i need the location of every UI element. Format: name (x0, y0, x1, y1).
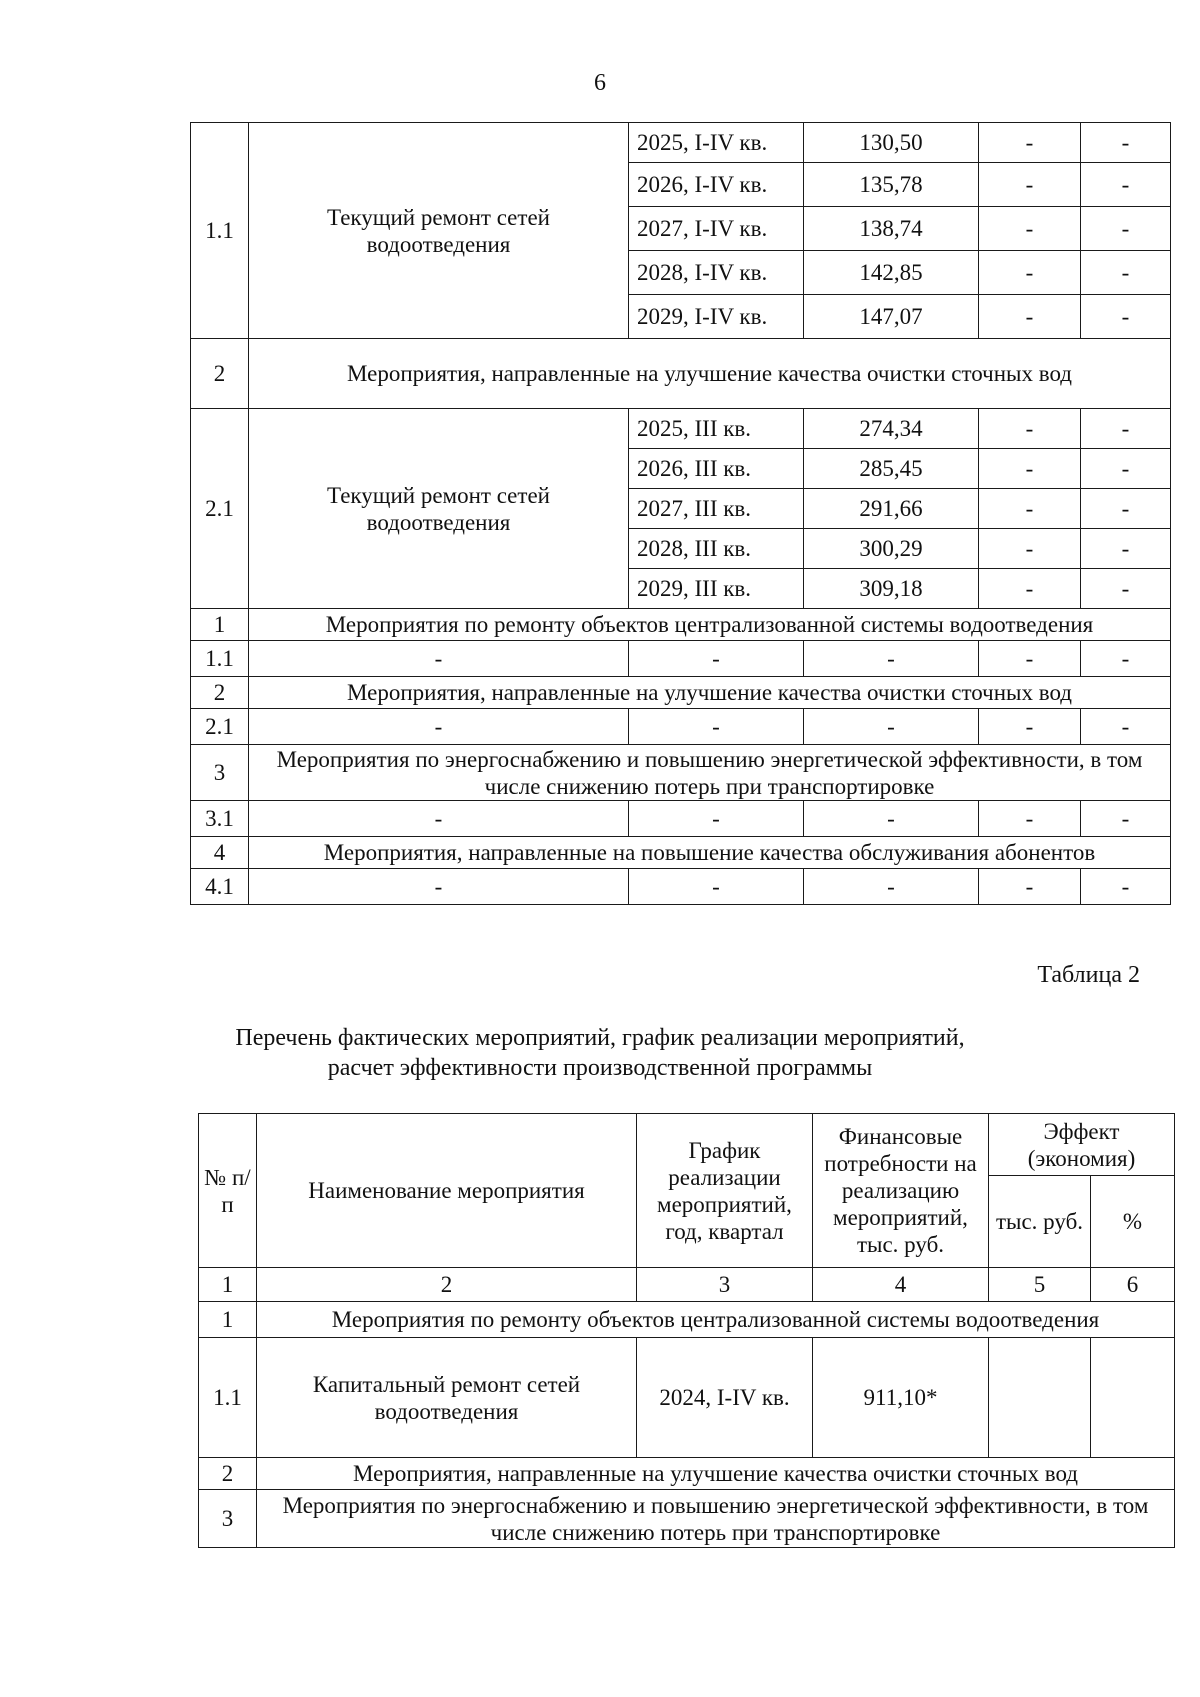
row-period: 2028, I-IV кв. (629, 251, 804, 295)
col-number: 1 (199, 1268, 257, 1302)
section-num: 1 (199, 1302, 257, 1338)
col-number: 5 (989, 1268, 1091, 1302)
row-effect-rub: - (979, 251, 1081, 295)
dash-cell: - (249, 709, 629, 745)
section-row (191, 609, 1171, 641)
dash-cell: - (1081, 869, 1171, 905)
row-schedule: 2024, I-IV кв. (637, 1338, 813, 1458)
row-effect-pct: - (1081, 449, 1171, 489)
row-num: 1.1 (199, 1338, 257, 1458)
row-period: 2025, I-IV кв. (629, 123, 804, 163)
table-row (191, 801, 1171, 837)
row-effect-rub: - (979, 163, 1081, 207)
row-period: 2027, I-IV кв. (629, 207, 804, 251)
row-value: 285,45 (804, 449, 979, 489)
section-row (199, 1302, 1175, 1338)
table-2-caption: Таблица 2 (1037, 962, 1140, 988)
row-period: 2027, III кв. (629, 489, 804, 529)
header-effect-pct: % (1091, 1176, 1175, 1268)
row-value: 130,50 (804, 123, 979, 163)
row-name: Текущий ремонт сетей водоотведения (249, 409, 629, 609)
table-row (191, 869, 1171, 905)
row-num: 1.1 (191, 641, 249, 677)
section-title: Мероприятия по ремонту объектов централизованной системы водоотведения (249, 609, 1171, 641)
col-number: 6 (1091, 1268, 1175, 1302)
header-effect: Эффект (экономия) (989, 1114, 1175, 1176)
row-effect-pct: - (1081, 409, 1171, 449)
row-value: 291,66 (804, 489, 979, 529)
section-row (199, 1490, 1175, 1548)
section-title: Мероприятия по энергоснабжению и повышению энергетической эффективности, в том числе снижению потерь при транспортировке (257, 1490, 1175, 1548)
row-effect-rub: - (979, 489, 1081, 529)
section-row (191, 339, 1171, 409)
section-title: Мероприятия, направленные на улучшение качества очистки сточных вод (257, 1458, 1175, 1490)
row-effect-pct: - (1081, 569, 1171, 609)
section-title: Мероприятия по ремонту объектов централизованной системы водоотведения (257, 1302, 1175, 1338)
row-effect-pct: - (1081, 123, 1171, 163)
column-number-row (199, 1268, 1175, 1302)
header-schedule: График реализации мероприятий, год, квартал (637, 1114, 813, 1268)
row-effect-pct: - (1081, 251, 1171, 295)
dash-cell: - (979, 641, 1081, 677)
header-effect-rub: тыс. руб. (989, 1176, 1091, 1268)
row-period: 2026, I-IV кв. (629, 163, 804, 207)
dash-cell: - (1081, 641, 1171, 677)
section-num: 3 (199, 1490, 257, 1548)
row-value: 135,78 (804, 163, 979, 207)
section-title: Мероприятия по энергоснабжению и повышению энергетической эффективности, в том числе снижению потерь при транспортировке (249, 745, 1171, 801)
col-number: 4 (813, 1268, 989, 1302)
row-num: 3.1 (191, 801, 249, 837)
table-row (191, 709, 1171, 745)
row-period: 2025, III кв. (629, 409, 804, 449)
header-num: № п/ п (199, 1114, 257, 1268)
row-effect-pct: - (1081, 207, 1171, 251)
row-num: 2.1 (191, 409, 249, 609)
table-2-title: Перечень фактических мероприятий, график реализации мероприятий, расчет эффективности производственной программы (235, 1025, 965, 1081)
dash-cell: - (249, 869, 629, 905)
row-effect-rub: - (979, 449, 1081, 489)
table-header-row (199, 1114, 1175, 1176)
row-effect-pct: - (1081, 295, 1171, 339)
row-period: 2028, III кв. (629, 529, 804, 569)
dash-cell: - (979, 709, 1081, 745)
dash-cell: - (804, 641, 979, 677)
row-effect-pct (1091, 1338, 1175, 1458)
row-effect-rub: - (979, 207, 1081, 251)
section-title: Мероприятия, направленные на улучшение качества очистки сточных вод (249, 339, 1171, 409)
row-effect-rub: - (979, 295, 1081, 339)
section-num: 4 (191, 837, 249, 869)
section-title: Мероприятия, направленные на улучшение качества очистки сточных вод (249, 677, 1171, 709)
row-effect-rub (989, 1338, 1091, 1458)
header-finance: Финансовые потребности на реализацию мероприятий, тыс. руб. (813, 1114, 989, 1268)
section-title: Мероприятия, направленные на повышение качества обслуживания абонентов (249, 837, 1171, 869)
dash-cell: - (629, 641, 804, 677)
dash-cell: - (249, 641, 629, 677)
dash-cell: - (1081, 801, 1171, 837)
section-row (191, 745, 1171, 801)
dash-cell: - (979, 869, 1081, 905)
table-row (191, 641, 1171, 677)
dash-cell: - (629, 709, 804, 745)
table-row (199, 1338, 1175, 1458)
page-number: 6 (594, 70, 606, 96)
table-row (191, 409, 1171, 449)
section-num: 1 (191, 609, 249, 641)
section-num: 2 (199, 1458, 257, 1490)
dash-cell: - (804, 869, 979, 905)
dash-cell: - (804, 801, 979, 837)
table-row (191, 123, 1171, 163)
row-period: 2026, III кв. (629, 449, 804, 489)
row-value: 147,07 (804, 295, 979, 339)
row-num: 4.1 (191, 869, 249, 905)
dash-cell: - (629, 869, 804, 905)
dash-cell: - (979, 801, 1081, 837)
row-effect-rub: - (979, 123, 1081, 163)
row-effect-pct: - (1081, 529, 1171, 569)
row-value: 300,29 (804, 529, 979, 569)
table-2 (198, 1113, 1175, 1548)
row-effect-pct: - (1081, 163, 1171, 207)
row-finance: 911,10* (813, 1338, 989, 1458)
row-effect-rub: - (979, 529, 1081, 569)
table-1-continuation (190, 122, 1171, 905)
col-number: 3 (637, 1268, 813, 1302)
section-num: 2 (191, 677, 249, 709)
row-name: Текущий ремонт сетей водоотведения (249, 123, 629, 339)
row-effect-rub: - (979, 409, 1081, 449)
row-value: 309,18 (804, 569, 979, 609)
row-value: 142,85 (804, 251, 979, 295)
row-value: 274,34 (804, 409, 979, 449)
section-row (191, 837, 1171, 869)
row-period: 2029, I-IV кв. (629, 295, 804, 339)
row-period: 2029, III кв. (629, 569, 804, 609)
section-row (199, 1458, 1175, 1490)
dash-cell: - (1081, 709, 1171, 745)
dash-cell: - (629, 801, 804, 837)
row-name: Капитальный ремонт сетей водоотведения (257, 1338, 637, 1458)
col-number: 2 (257, 1268, 637, 1302)
row-num: 1.1 (191, 123, 249, 339)
row-value: 138,74 (804, 207, 979, 251)
dash-cell: - (804, 709, 979, 745)
row-effect-rub: - (979, 569, 1081, 609)
row-effect-pct: - (1081, 489, 1171, 529)
section-row (191, 677, 1171, 709)
section-num: 3 (191, 745, 249, 801)
header-name: Наименование мероприятия (257, 1114, 637, 1268)
dash-cell: - (249, 801, 629, 837)
row-num: 2.1 (191, 709, 249, 745)
section-num: 2 (191, 339, 249, 409)
